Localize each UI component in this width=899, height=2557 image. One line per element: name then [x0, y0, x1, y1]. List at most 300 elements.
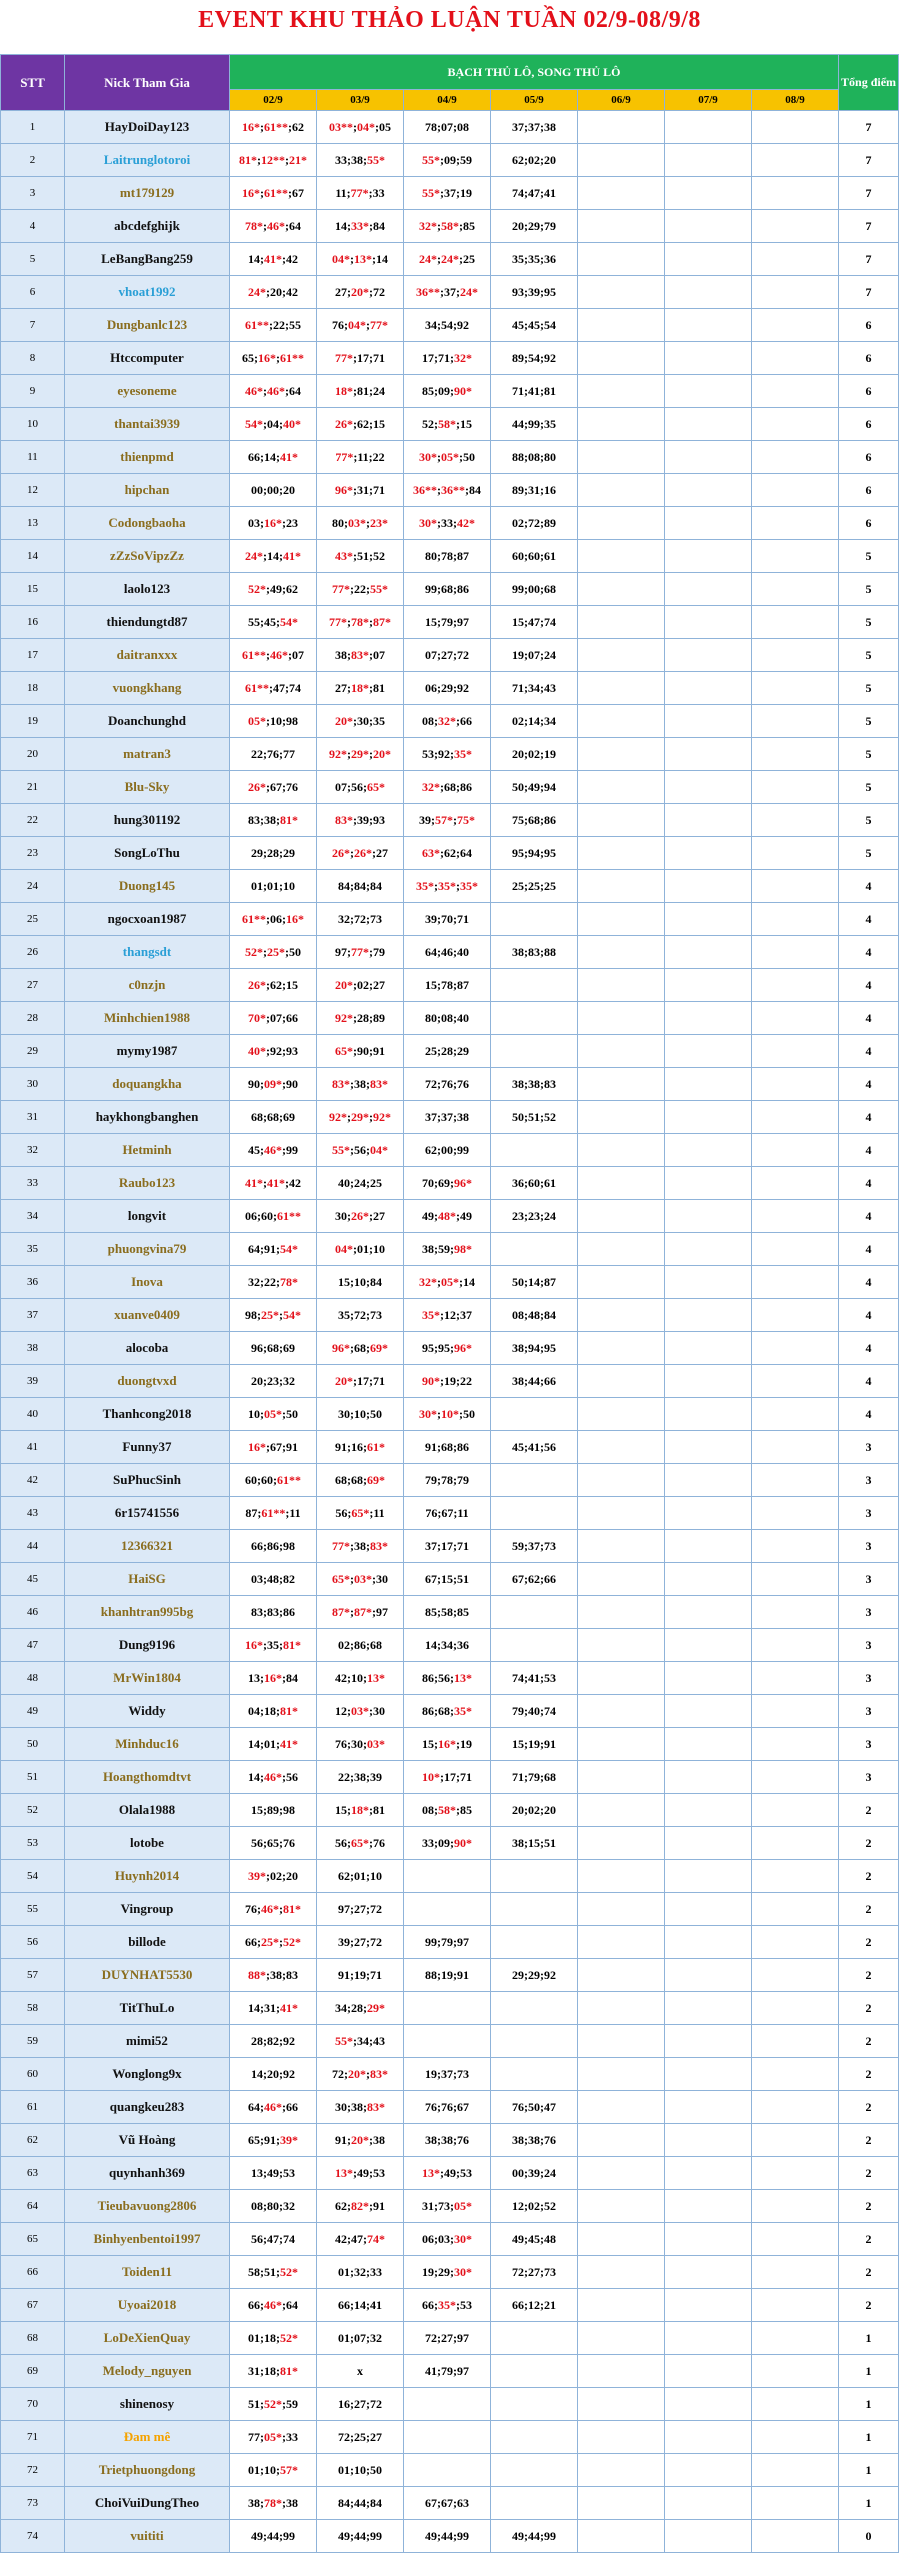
hit-number: 58*: [438, 416, 456, 431]
row-cell-08-9: [752, 2190, 839, 2223]
pick-number: 91: [373, 2198, 385, 2213]
row-cell-03-9: 30;38;83*: [317, 2091, 404, 2124]
row-cell-02-9: 29;28;29: [230, 837, 317, 870]
pick-number: 71: [373, 350, 385, 365]
row-stt: 25: [1, 903, 65, 936]
row-cell-08-9: [752, 276, 839, 309]
pick-number: 14: [335, 218, 347, 233]
hit-number: 24*: [419, 251, 437, 266]
row-cell-07-9: [665, 1200, 752, 1233]
hit-number: 77*: [335, 449, 354, 464]
hit-number: 26*: [354, 845, 372, 860]
row-total: 4: [839, 1002, 899, 1035]
pick-number: 43: [373, 2033, 385, 2048]
hit-number: 29*: [351, 1109, 369, 1124]
table-row: [1, 1398, 899, 1431]
hit-number: 52*: [283, 1934, 301, 1949]
row-nick: SuPhucSinh: [65, 1464, 230, 1497]
hit-number: 92*: [329, 746, 347, 761]
row-cell-03-9: 77*;22;55*: [317, 573, 404, 606]
row-cell-05-9: [491, 2025, 578, 2058]
row-cell-02-9: 16*;61**;62: [230, 111, 317, 144]
row-cell-08-9: [752, 1629, 839, 1662]
row-cell-02-9: 26*;62;15: [230, 969, 317, 1002]
row-cell-02-9: 20;23;32: [230, 1365, 317, 1398]
row-cell-05-9: 15;47;74: [491, 606, 578, 639]
hit-number: 30*: [454, 2264, 472, 2279]
hit-number: 92*: [335, 1010, 353, 1025]
row-stt: 6: [1, 276, 65, 309]
pick-number: 67: [270, 1439, 282, 1454]
row-cell-07-9: [665, 1530, 752, 1563]
hit-number: 96*: [335, 482, 353, 497]
pick-number: 68: [438, 1703, 450, 1718]
row-cell-04-9: 72;76;76: [404, 1068, 491, 1101]
row-nick: doquangkha: [65, 1068, 230, 1101]
hit-number: 30*: [419, 449, 437, 464]
row-cell-07-9: [665, 2256, 752, 2289]
row-stt: 63: [1, 2157, 65, 2190]
row-cell-06-9: [578, 243, 665, 276]
pick-number: 08: [422, 713, 434, 728]
hit-number: 81*: [280, 2363, 298, 2378]
row-stt: 62: [1, 2124, 65, 2157]
row-total: 2: [839, 1794, 899, 1827]
row-nick: Minhduc16: [65, 1728, 230, 1761]
pick-number: 84: [469, 482, 481, 497]
table-row: [1, 2355, 899, 2388]
pick-number: 20: [270, 284, 282, 299]
row-cell-04-9: 38;38;76: [404, 2124, 491, 2157]
row-cell-06-9: [578, 2157, 665, 2190]
pick-number: 30: [373, 1703, 385, 1718]
hit-number: 41*: [283, 548, 301, 563]
row-cell-07-9: [665, 177, 752, 210]
row-cell-03-9: 77*;11;22: [317, 441, 404, 474]
hit-number: 61**: [261, 1505, 286, 1520]
row-stt: 60: [1, 2058, 65, 2091]
row-nick: Raubo123: [65, 1167, 230, 1200]
row-cell-05-9: 71;34;43: [491, 672, 578, 705]
row-cell-04-9: 79;78;79: [404, 1464, 491, 1497]
row-cell-06-9: [578, 1167, 665, 1200]
pick-number: 99: [286, 1142, 298, 1157]
row-nick: TitThuLo: [65, 1992, 230, 2025]
row-cell-04-9: 19;29;30*: [404, 2256, 491, 2289]
pick-number: 34: [357, 2033, 369, 2048]
pick-number: 10: [248, 1406, 260, 1421]
pick-number: 49: [460, 1208, 472, 1223]
pick-number: 91: [286, 1439, 298, 1454]
pick-number: 66: [422, 2297, 434, 2312]
row-stt: 24: [1, 870, 65, 903]
pick-number: 17: [444, 1769, 456, 1784]
pick-number: 62: [335, 2198, 347, 2213]
row-cell-05-9: [491, 2454, 578, 2487]
row-cell-07-9: [665, 1068, 752, 1101]
pick-number: 08: [422, 1802, 434, 1817]
row-stt: 47: [1, 1629, 65, 1662]
hit-number: 32*: [419, 218, 437, 233]
hit-number: 70*: [248, 1010, 266, 1025]
row-stt: 45: [1, 1563, 65, 1596]
row-nick: longvit: [65, 1200, 230, 1233]
row-total: 2: [839, 1926, 899, 1959]
table-row: [1, 2223, 899, 2256]
pick-number: 07: [373, 647, 385, 662]
row-cell-06-9: [578, 2091, 665, 2124]
hit-number: 36**: [416, 284, 440, 299]
row-stt: 29: [1, 1035, 65, 1068]
hit-number: 03*: [354, 1571, 372, 1586]
row-cell-08-9: [752, 1398, 839, 1431]
hit-number: 52*: [248, 581, 266, 596]
hit-number: 61**: [242, 647, 266, 662]
row-cell-06-9: [578, 1266, 665, 1299]
row-cell-08-9: [752, 2454, 839, 2487]
pick-number: 59: [438, 1241, 450, 1256]
hit-number: 20*: [351, 284, 369, 299]
row-cell-03-9: 38;83*;07: [317, 639, 404, 672]
row-nick: thantai3939: [65, 408, 230, 441]
pick-number: 42: [286, 284, 298, 299]
row-cell-04-9: 85;58;85: [404, 1596, 491, 1629]
pick-number: 50: [286, 1406, 298, 1421]
row-cell-05-9: 02;72;89: [491, 507, 578, 540]
header-date: 03/9: [317, 90, 404, 111]
pick-number: 15: [373, 416, 385, 431]
hit-number: 35*: [438, 878, 456, 893]
pick-number: 12: [444, 1307, 456, 1322]
row-stt: 65: [1, 2223, 65, 2256]
hit-number: 65*: [351, 1835, 369, 1850]
row-cell-07-9: [665, 870, 752, 903]
pick-number: 42: [286, 251, 298, 266]
row-cell-03-9: 96*;68;69*: [317, 1332, 404, 1365]
results-table: [0, 54, 899, 2553]
table-row: [1, 573, 899, 606]
pick-number: 77: [248, 2429, 260, 2444]
row-cell-03-9: 42;47;74*: [317, 2223, 404, 2256]
row-total: 6: [839, 342, 899, 375]
row-cell-08-9: [752, 672, 839, 705]
pick-number: 10: [373, 1241, 385, 1256]
pick-number: 64: [248, 1241, 260, 1256]
row-cell-05-9: 38;44;66: [491, 1365, 578, 1398]
row-nick: quangkeu283: [65, 2091, 230, 2124]
row-cell-03-9: 42;10;13*: [317, 1662, 404, 1695]
row-cell-02-9: 83;83;86: [230, 1596, 317, 1629]
pick-number: 50: [463, 1406, 475, 1421]
row-nick: Huynh2014: [65, 1860, 230, 1893]
row-cell-04-9: 19;37;73: [404, 2058, 491, 2091]
row-cell-03-9: x: [317, 2355, 404, 2388]
row-cell-06-9: [578, 144, 665, 177]
row-cell-04-9: 80;08;40: [404, 1002, 491, 1035]
hit-number: 54*: [280, 1241, 298, 1256]
row-cell-07-9: [665, 1926, 752, 1959]
row-nick: Uyoai2018: [65, 2289, 230, 2322]
row-cell-02-9: 65;16*;61**: [230, 342, 317, 375]
row-cell-07-9: [665, 2025, 752, 2058]
pick-number: 95: [422, 1340, 434, 1355]
hit-number: 40*: [283, 416, 301, 431]
pick-number: 10: [351, 1670, 363, 1685]
hit-number: 52*: [245, 944, 263, 959]
row-cell-05-9: 89;31;16: [491, 474, 578, 507]
pick-number: 66: [248, 449, 260, 464]
table-row: [1, 2190, 899, 2223]
pick-number: 19: [460, 1736, 472, 1751]
row-cell-05-9: 71;79;68: [491, 1761, 578, 1794]
row-cell-06-9: [578, 1728, 665, 1761]
row-cell-02-9: 28;82;92: [230, 2025, 317, 2058]
row-nick: LoDeXienQuay: [65, 2322, 230, 2355]
table-row: [1, 309, 899, 342]
row-nick: Melody_nguyen: [65, 2355, 230, 2388]
row-total: 6: [839, 309, 899, 342]
row-cell-05-9: 38;83;88: [491, 936, 578, 969]
hit-number: 18*: [335, 383, 353, 398]
pick-number: 03: [248, 515, 260, 530]
pick-number: 19: [460, 185, 472, 200]
hit-number: 77*: [335, 350, 353, 365]
row-cell-02-9: 98;25*;54*: [230, 1299, 317, 1332]
row-cell-07-9: [665, 606, 752, 639]
hit-number: 83*: [367, 2099, 385, 2114]
row-cell-07-9: [665, 672, 752, 705]
hit-number: 46*: [264, 2297, 282, 2312]
pick-number: 51: [264, 2264, 276, 2279]
row-cell-05-9: [491, 1002, 578, 1035]
pick-number: 51: [248, 2396, 260, 2411]
row-cell-03-9: 76;04*;77*: [317, 309, 404, 342]
pick-number: 11: [357, 449, 369, 464]
pick-number: 38: [286, 2495, 298, 2510]
hit-number: 55*: [332, 1142, 350, 1157]
row-cell-03-9: 30;26*;27: [317, 1200, 404, 1233]
row-cell-02-9: 52*;25*;50: [230, 936, 317, 969]
row-stt: 61: [1, 2091, 65, 2124]
row-cell-02-9: 64;91;54*: [230, 1233, 317, 1266]
row-cell-06-9: [578, 1992, 665, 2025]
row-cell-03-9: 40;24;25: [317, 1167, 404, 1200]
row-cell-06-9: [578, 1860, 665, 1893]
row-nick: Hetminh: [65, 1134, 230, 1167]
row-cell-04-9: 24*;24*;25: [404, 243, 491, 276]
hit-number: 24*: [441, 251, 459, 266]
row-cell-06-9: [578, 936, 665, 969]
hit-number: 46*: [264, 1142, 282, 1157]
row-cell-05-9: 35;35;36: [491, 243, 578, 276]
hit-number: 26*: [351, 1208, 369, 1223]
header-stt: STT: [1, 55, 65, 111]
row-stt: 23: [1, 837, 65, 870]
row-cell-02-9: 56;47;74: [230, 2223, 317, 2256]
row-nick: Funny37: [65, 1431, 230, 1464]
hit-number: 16*: [248, 1439, 266, 1454]
row-cell-05-9: 50;51;52: [491, 1101, 578, 1134]
row-cell-08-9: [752, 1233, 839, 1266]
row-total: 6: [839, 474, 899, 507]
row-cell-05-9: [491, 1464, 578, 1497]
row-cell-08-9: [752, 375, 839, 408]
row-cell-08-9: [752, 1860, 839, 1893]
row-cell-06-9: [578, 441, 665, 474]
row-cell-04-9: 06;03;30*: [404, 2223, 491, 2256]
row-cell-03-9: 77*;17;71: [317, 342, 404, 375]
row-total: 3: [839, 1530, 899, 1563]
row-nick: mimi52: [65, 2025, 230, 2058]
hit-number: 88*: [248, 1967, 266, 1982]
row-cell-08-9: [752, 936, 839, 969]
row-total: 4: [839, 1068, 899, 1101]
hit-number: 58*: [441, 218, 459, 233]
row-nick: Vũ Hoàng: [65, 2124, 230, 2157]
row-total: 7: [839, 276, 899, 309]
row-cell-08-9: [752, 2487, 839, 2520]
pick-number: 84: [286, 1670, 298, 1685]
table-row: [1, 2421, 899, 2454]
row-cell-04-9: 55*;09;59: [404, 144, 491, 177]
row-cell-03-9: 84;44;84: [317, 2487, 404, 2520]
row-stt: 54: [1, 1860, 65, 1893]
pick-number: 92: [438, 746, 450, 761]
row-cell-03-9: 62;82*;91: [317, 2190, 404, 2223]
row-nick: hipchan: [65, 474, 230, 507]
pick-number: 76: [245, 1901, 257, 1916]
hit-number: 36**: [441, 482, 465, 497]
pick-number: 76: [286, 779, 298, 794]
row-cell-05-9: 02;14;34: [491, 705, 578, 738]
pick-number: 31: [264, 2000, 276, 2015]
row-cell-05-9: [491, 2355, 578, 2388]
row-nick: vuongkhang: [65, 672, 230, 705]
pick-number: 66: [245, 1934, 257, 1949]
row-cell-04-9: [404, 1893, 491, 1926]
row-cell-06-9: [578, 177, 665, 210]
hit-number: 87*: [373, 614, 391, 629]
row-cell-06-9: [578, 1398, 665, 1431]
row-cell-07-9: [665, 2421, 752, 2454]
pick-number: 18: [264, 2330, 276, 2345]
hit-number: 13*: [422, 2165, 440, 2180]
row-cell-02-9: 13;16*;84: [230, 1662, 317, 1695]
hit-number: 46*: [264, 2099, 282, 2114]
row-cell-08-9: [752, 1530, 839, 1563]
row-cell-04-9: [404, 1860, 491, 1893]
pick-number: 65: [248, 2132, 260, 2147]
row-cell-03-9: 27;20*;72: [317, 276, 404, 309]
row-cell-08-9: [752, 903, 839, 936]
row-cell-08-9: [752, 210, 839, 243]
row-cell-05-9: 75;68;86: [491, 804, 578, 837]
row-cell-08-9: [752, 1695, 839, 1728]
row-cell-06-9: [578, 1299, 665, 1332]
hit-number: 46*: [270, 647, 288, 662]
row-stt: 1: [1, 111, 65, 144]
row-cell-05-9: 38;38;83: [491, 1068, 578, 1101]
row-cell-04-9: 31;73;05*: [404, 2190, 491, 2223]
hit-number: 16*: [242, 185, 260, 200]
row-cell-08-9: [752, 540, 839, 573]
row-cell-04-9: 55*;37;19: [404, 177, 491, 210]
pick-number: 92: [270, 1043, 282, 1058]
pick-number: 76: [335, 1736, 347, 1751]
table-row: [1, 2025, 899, 2058]
row-cell-08-9: [752, 804, 839, 837]
row-cell-02-9: 61**;47;74: [230, 672, 317, 705]
row-cell-08-9: [752, 507, 839, 540]
row-cell-07-9: [665, 804, 752, 837]
hit-number: 57*: [280, 2462, 298, 2477]
row-cell-03-9: 15;18*;81: [317, 1794, 404, 1827]
row-cell-05-9: 36;60;61: [491, 1167, 578, 1200]
pick-number: 14: [267, 548, 279, 563]
row-cell-02-9: 38;78*;38: [230, 2487, 317, 2520]
row-cell-05-9: [491, 2388, 578, 2421]
row-cell-05-9: [491, 1497, 578, 1530]
row-total: 4: [839, 969, 899, 1002]
row-cell-03-9: 92*;29*;20*: [317, 738, 404, 771]
row-nick: Thanhcong2018: [65, 1398, 230, 1431]
row-cell-03-9: 80;03*;23*: [317, 507, 404, 540]
pick-number: 20: [286, 1868, 298, 1883]
row-nick: LeBangBang259: [65, 243, 230, 276]
row-cell-02-9: 01;10;57*: [230, 2454, 317, 2487]
hit-number: 05*: [264, 2429, 282, 2444]
hit-number: 04*: [332, 251, 350, 266]
row-cell-06-9: [578, 408, 665, 441]
table-row: [1, 2058, 899, 2091]
pick-number: 71: [460, 1769, 472, 1784]
row-cell-04-9: 08;32*;66: [404, 705, 491, 738]
table-row: [1, 639, 899, 672]
pick-number: 14: [376, 251, 388, 266]
pick-number: 04: [248, 1703, 260, 1718]
row-stt: 2: [1, 144, 65, 177]
pick-number: 97: [335, 944, 347, 959]
row-stt: 56: [1, 1926, 65, 1959]
row-total: 2: [839, 2058, 899, 2091]
pick-number: 22: [273, 317, 285, 332]
table-row: [1, 2487, 899, 2520]
row-cell-06-9: [578, 672, 665, 705]
row-cell-04-9: 32*;58*;85: [404, 210, 491, 243]
row-nick: Hoangthomdtvt: [65, 1761, 230, 1794]
pick-number: 27: [335, 284, 347, 299]
hit-number: 16*: [258, 350, 276, 365]
hit-number: 32*: [438, 713, 456, 728]
row-cell-06-9: [578, 771, 665, 804]
row-cell-05-9: 93;39;95: [491, 276, 578, 309]
row-cell-04-9: 66;35*;53: [404, 2289, 491, 2322]
row-cell-07-9: [665, 474, 752, 507]
row-cell-04-9: [404, 2388, 491, 2421]
row-cell-02-9: 61**;06;16*: [230, 903, 317, 936]
row-nick: Tieubavuong2806: [65, 2190, 230, 2223]
row-cell-04-9: 13*;49;53: [404, 2157, 491, 2190]
row-cell-08-9: [752, 2322, 839, 2355]
pick-number: 30: [335, 1208, 347, 1223]
row-cell-06-9: [578, 2058, 665, 2091]
row-cell-08-9: [752, 243, 839, 276]
pick-number: 25: [463, 251, 475, 266]
row-cell-06-9: [578, 1068, 665, 1101]
row-cell-06-9: [578, 639, 665, 672]
row-cell-03-9: 32;72;73: [317, 903, 404, 936]
table-row: [1, 1299, 899, 1332]
